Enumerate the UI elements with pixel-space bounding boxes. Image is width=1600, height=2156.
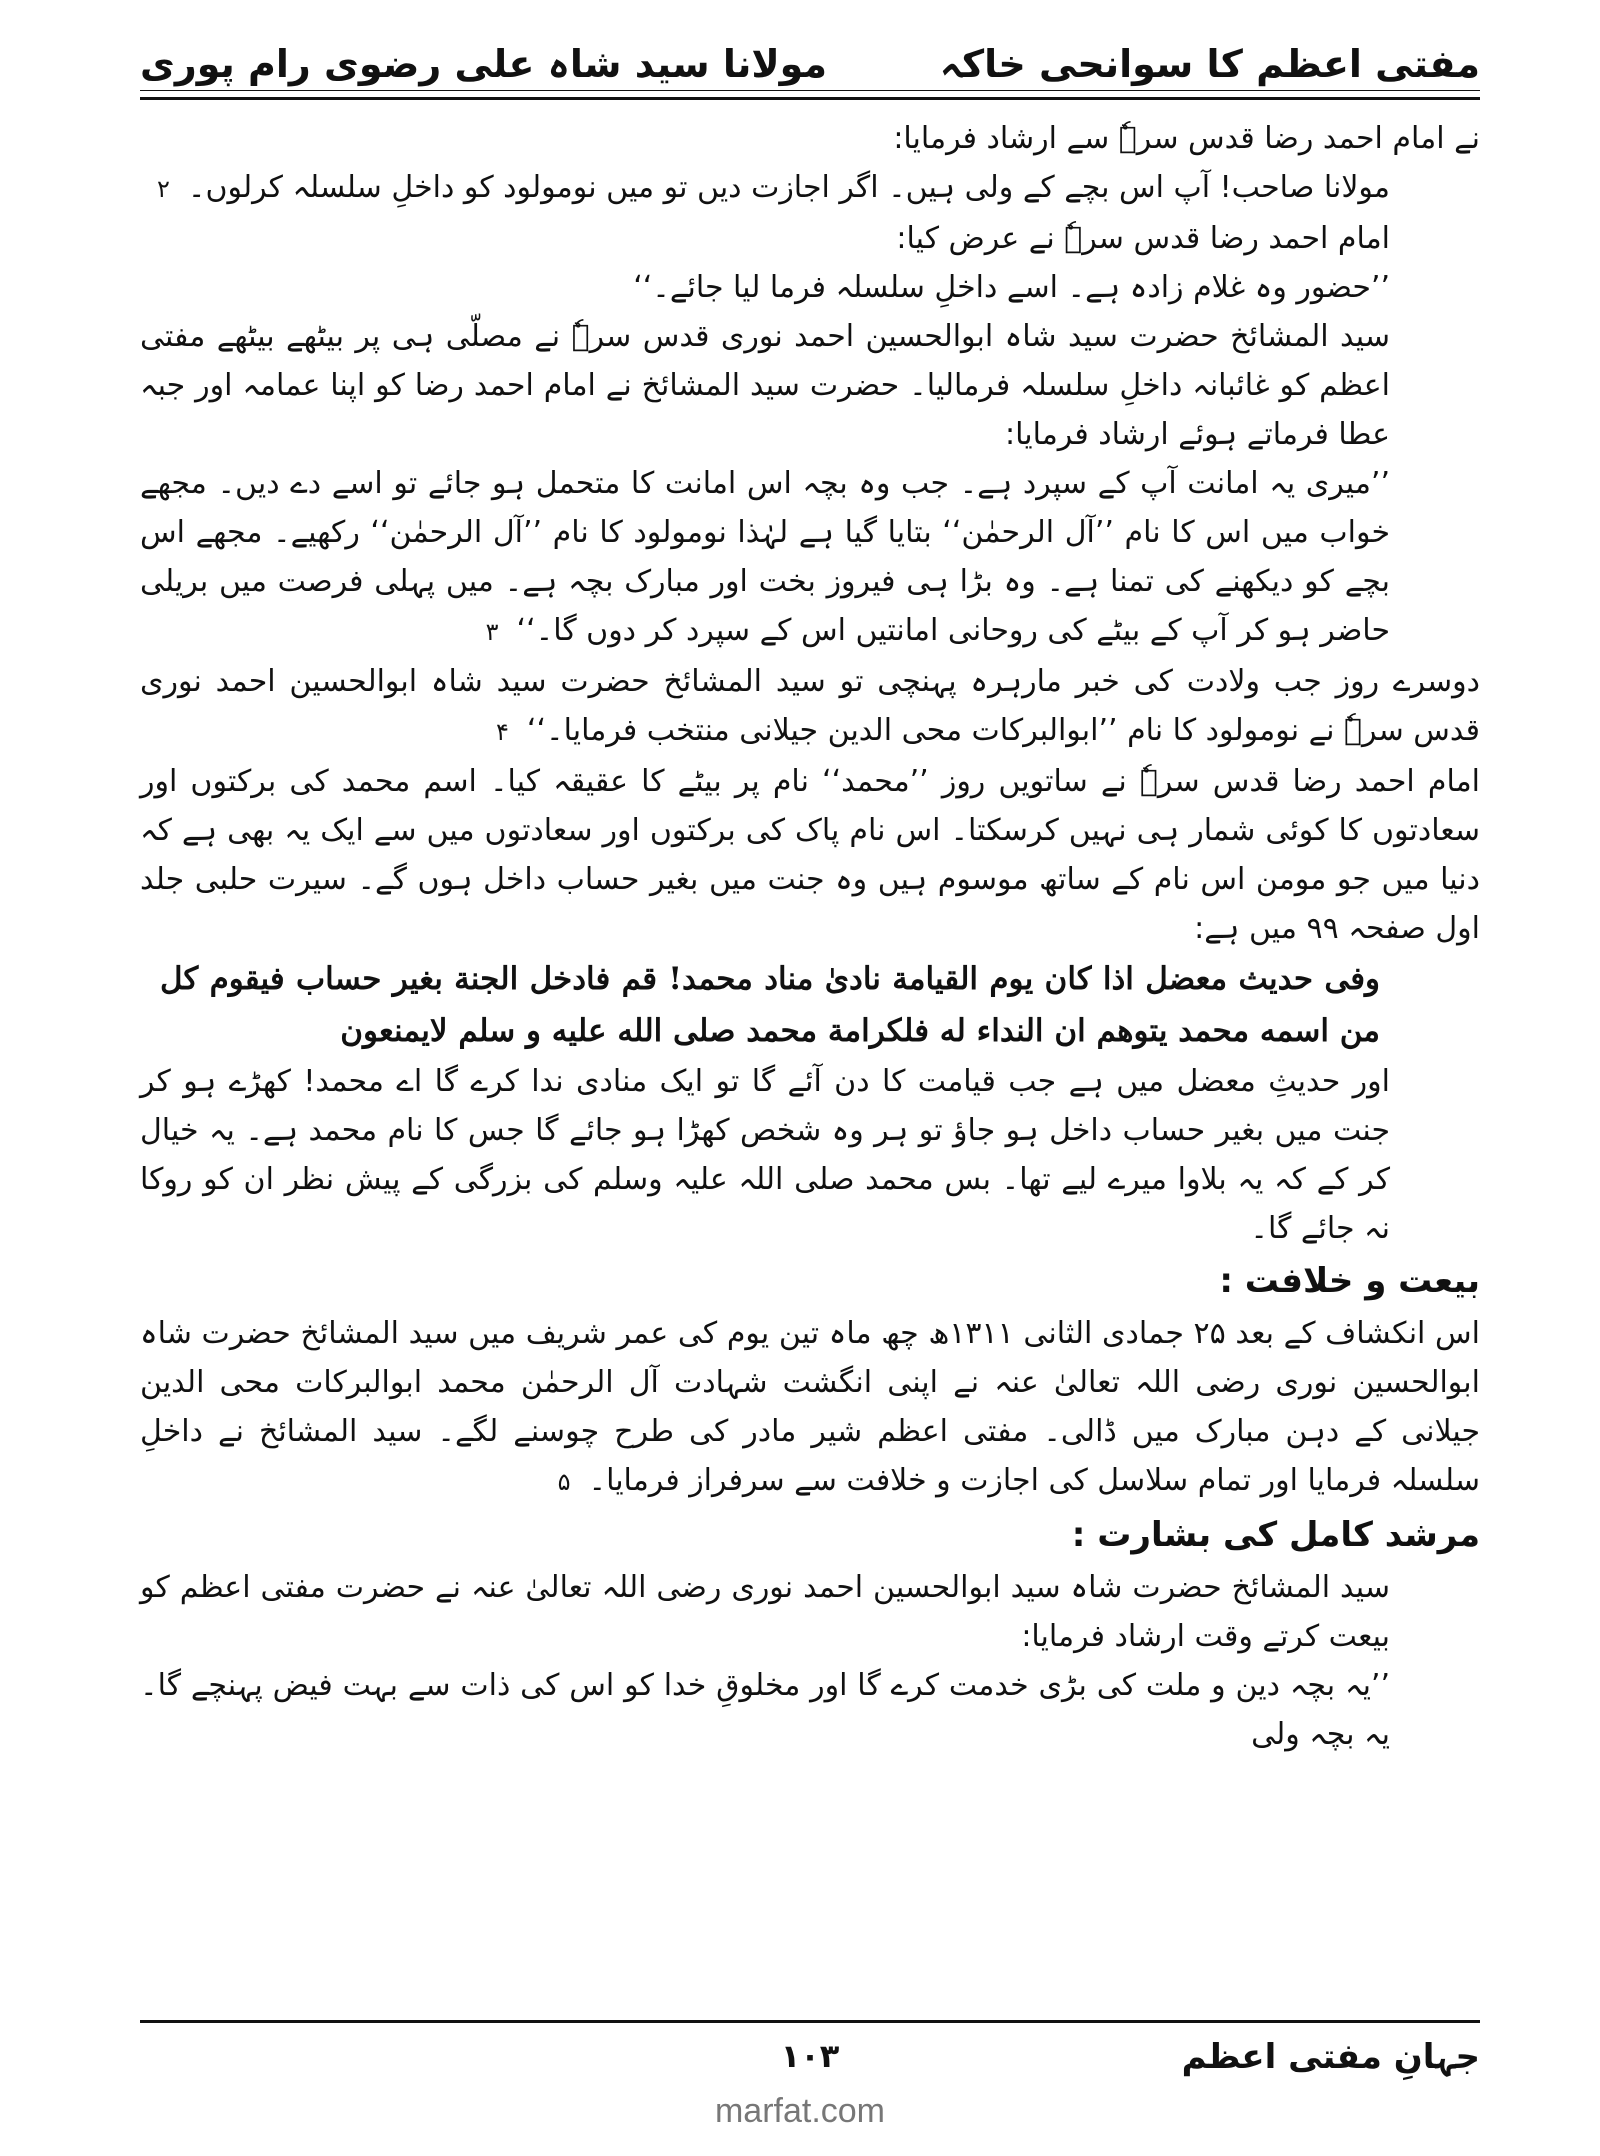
header-book-title: مفتی اعظم کا سوانحی خاکہ xyxy=(939,42,1480,86)
footnote-marker: ۵ xyxy=(557,1468,571,1496)
quote-text: ’’میری یہ امانت آپ کے سپرد ہے۔ جب وہ بچہ اس امانت کا متحمل ہو جائے تو اسے دے دیں۔ مجھے خواب میں اس کا نام ’’آل الرحمٰن‘‘ بتایا گیا ہے لہٰذا نومولود کا نام ’’آل الرحمٰن‘‘ رکھیے۔ مجھے اس بچے کو دیکھنے کی تمنا ہے۔ وہ بڑا ہی فیروز بخت اور مبارک بچہ ہے۔ میں پہلی فرصت میں بریلی حاضر ہو کر آپ کے بیٹے کی روحانی امانتیں اس کے سپرد کر دوں گا۔‘‘ xyxy=(140,466,1390,648)
footer-book-title: جہانِ مفتی اعظم xyxy=(1181,2036,1480,2077)
paragraph: سید المشائخ حضرت شاہ سید ابوالحسین احمد نوری رضی اللہ تعالیٰ عنہ نے حضرت مفتی اعظم کو بیعت کرتے وقت ارشاد فرمایا: xyxy=(140,1570,1390,1654)
paragraph xyxy=(140,657,1480,757)
footer-rule xyxy=(140,2020,1480,2023)
paragraph: سید المشائخ حضرت سید شاہ ابوالحسین احمد نوری قدس سرہٗ نے مصلّی ہی پر بیٹھے بیٹھے مفتی اعظم کو غائبانہ داخلِ سلسلہ فرمالیا۔ حضرت سید المشائخ نے امام احمد رضا کو اپنا عمامہ اور جبہ عطا فرماتے ہوئے ارشاد فرمایا: xyxy=(140,319,1390,452)
page-body xyxy=(140,114,1480,1759)
paragraph: اور حدیثِ معضل میں ہے جب قیامت کا دن آئے گا تو ایک منادی ندا کرے گا اے محمد! کھڑے ہو کر جنت میں بغیر حساب داخل ہو جاؤ تو ہر وہ شخص کھڑا ہو جائے گا جس کا نام محمد ہے۔ یہ خیال کر کے کہ یہ بلاوا میرے لیے تھا۔ بس محمد صلی اللہ علیہ وسلم کی بزرگی کے پیش نظر ان کو روکا نہ جائے گا۔ xyxy=(140,1064,1390,1246)
watermark: marfat.com xyxy=(714,2092,886,2130)
paragraph: ’’یہ بچہ دین و ملت کی بڑی خدمت کرے گا اور مخلوقِ خدا کو اس کی ذات سے بہت فیض پہنچے گا۔ یہ بچہ ولی xyxy=(140,1668,1390,1752)
running-footer xyxy=(140,2032,1480,2080)
footnote-marker: ۳ xyxy=(485,618,499,646)
page-number: ۱۰۳ xyxy=(780,2037,840,2075)
footnote-marker: ۲ xyxy=(156,175,170,203)
paragraph: نے امام احمد رضا قدس سرہٗ سے ارشاد فرمایا: xyxy=(893,121,1480,156)
section-heading: بیعت و خلافت : xyxy=(1219,1261,1480,1301)
paragraph-text: مولانا صاحب! آپ اس بچے کے ولی ہیں۔ اگر اجازت دیں تو میں نومولود کو داخلِ سلسلہ کرلوں۔ xyxy=(187,170,1390,205)
paragraph-text: دوسرے روز جب ولادت کی خبر مارہرہ پہنچی تو سید المشائخ حضرت سید شاہ ابوالحسین احمد نوری قدس سرہٗ نے نومولود کا نام ’’ابوالبرکات محی الدین جیلانی منتخب فرمایا۔‘‘ xyxy=(140,664,1480,748)
running-header xyxy=(140,28,1480,86)
paragraph: امام احمد رضا قدس سرہٗ نے ساتویں روز ’’محمد‘‘ نام پر بیٹے کا عقیقہ کیا۔ اسم محمد کی برکتوں اور سعادتوں کا کوئی شمار ہی نہیں کرسکتا۔ اس نام پاک کی برکتوں اور سعادتوں میں سے ایک یہ بھی ہے کہ دنیا میں جو مومن اس نام کے ساتھ موسوم ہیں وہ جنت میں بغیر حساب داخل ہوں گے۔ سیرت حلبی جلد اول صفحہ ۹۹ میں ہے: xyxy=(140,764,1480,946)
paragraph xyxy=(140,163,1480,214)
header-rule xyxy=(140,90,1480,100)
header-author: مولانا سید شاہ علی رضوی رام پوری xyxy=(140,42,828,86)
paragraph xyxy=(140,1309,1480,1507)
paragraph: امام احمد رضا قدس سرہٗ نے عرض کیا: xyxy=(896,221,1390,256)
paragraph-text: اس انکشاف کے بعد ۲۵ جمادی الثانی ۱۳۱۱ھ چھ ماہ تین یوم کی عمر شریف میں سید المشائخ حضرت شاہ ابوالحسین نوری رضی اللہ تعالیٰ عنہ نے اپنی انگشت شہادت آل الرحمٰن محمد ابوالبرکات محی الدین جیلانی کے دہن مبارک میں ڈالی۔ مفتی اعظم شیر مادر کی طرح چوسنے لگے۔ سید المشائخ نے داخلِ سلسلہ فرمایا اور تمام سلاسل کی اجازت و خلافت سے سرفراز فرمایا۔ xyxy=(140,1316,1480,1498)
section-heading: مرشد کامل کی بشارت : xyxy=(1071,1515,1480,1555)
footnote-marker: ۴ xyxy=(496,718,509,746)
paragraph: ’’حضور وہ غلام زادہ ہے۔ اسے داخلِ سلسلہ فرما لیا جائے۔‘‘ xyxy=(633,270,1390,305)
arabic-hadith: وفی حدیث معضل اذا کان یوم القیامة نادیٰ مناد محمد! قم فادخل الجنة بغیر حساب فیقوم کل من اسمه محمد یتوهم ان النداء له فلکرامة محمد صلی الله علیه و سلم لایمنعون xyxy=(160,961,1380,1049)
quote xyxy=(140,459,1480,657)
book-page xyxy=(140,28,1480,2077)
